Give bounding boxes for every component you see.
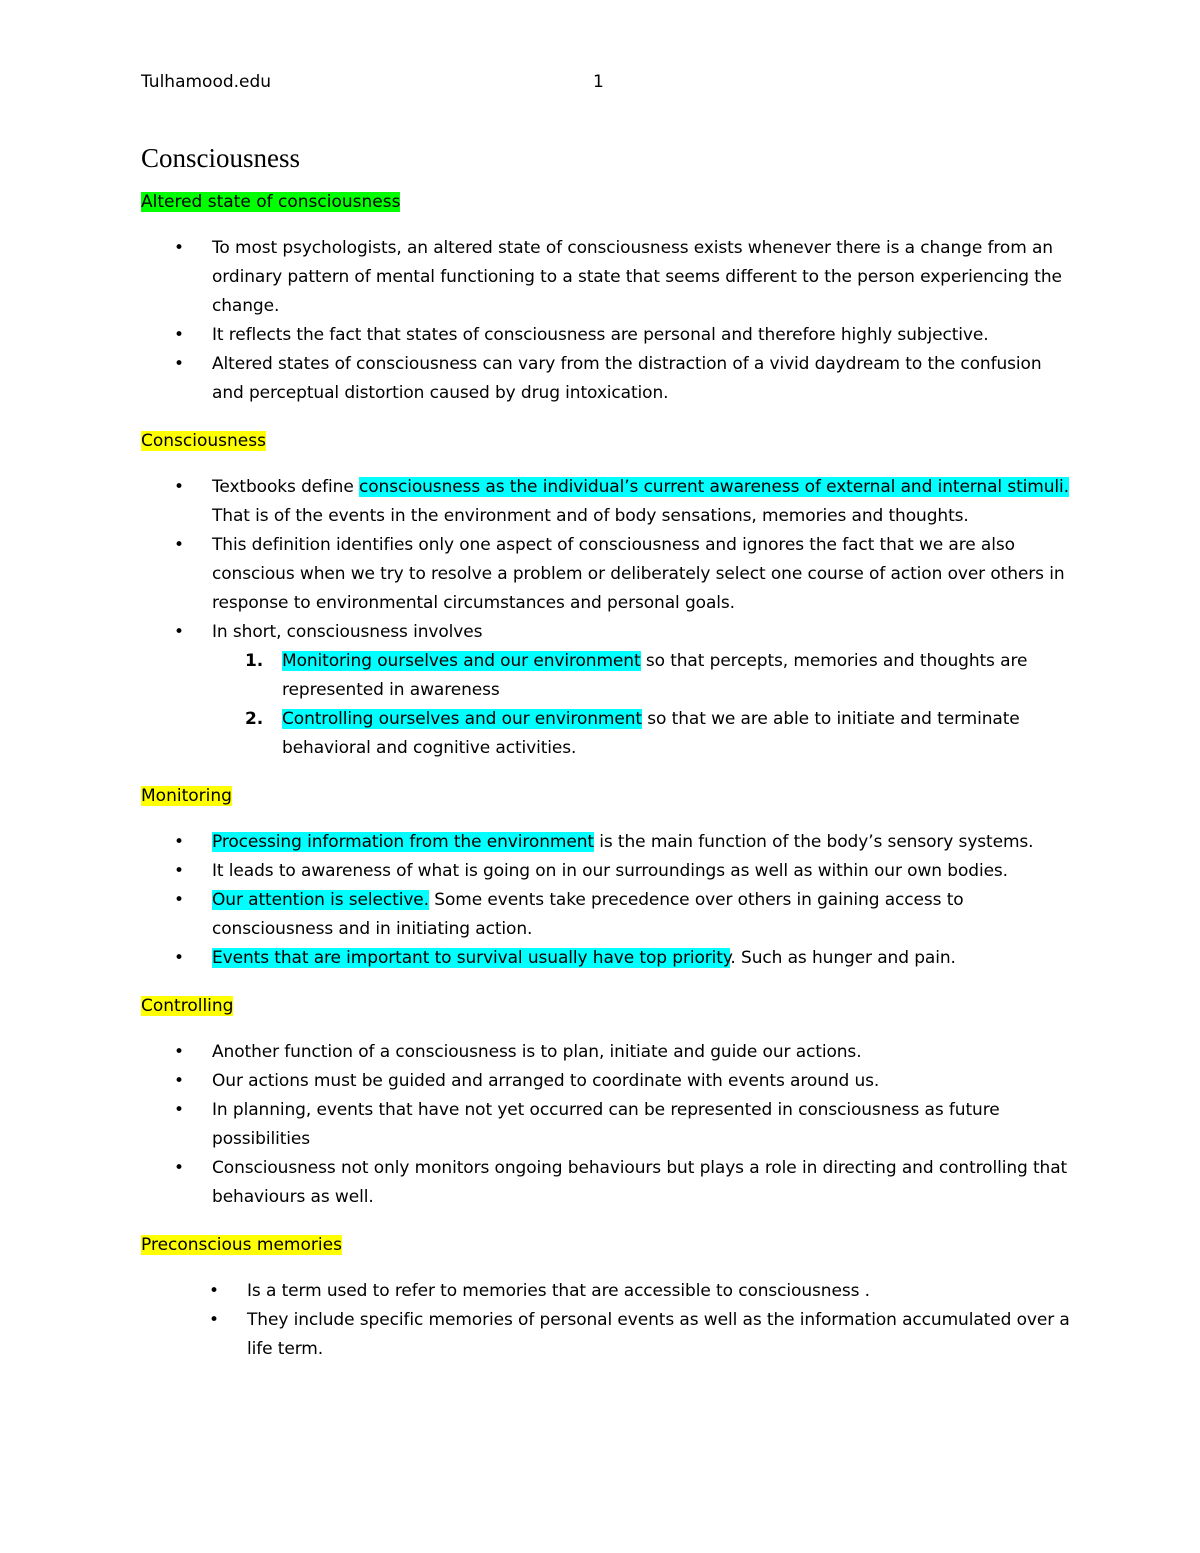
controlling-heading-text: Controlling [141, 996, 234, 1016]
list-item [212, 234, 1071, 321]
bullet-text: Is a term used to refer to memories that are accessible to consciousness . [247, 1281, 870, 1301]
list-item [247, 1277, 1071, 1306]
bullet-text: Our actions must be guided and arranged to coordinate with events around us. [212, 1071, 880, 1091]
list-item [212, 321, 1071, 350]
list-item [212, 886, 1071, 944]
document-body [141, 140, 1071, 1385]
bullet-text: That is of the events in the environment and of body sensations, memories and thoughts. [212, 506, 969, 526]
bullet-text: To most psychologists, an altered state of consciousness exists whenever there is a change from an ordinary pattern of mental functioning to a state that seems different to the person experiencing the change. [212, 238, 1062, 316]
monitoring-bullet-list [141, 828, 1071, 973]
list-item [247, 1306, 1071, 1364]
consciousness-heading-text: Consciousness [141, 431, 266, 451]
item-number: 2. [245, 709, 264, 729]
highlighted-text: Controlling ourselves and our environment [282, 709, 642, 729]
section-heading-altered [141, 190, 1071, 215]
controlling-bullet-list [141, 1038, 1071, 1212]
highlighted-text: Monitoring ourselves and our environment [282, 651, 641, 671]
bullet-text: . Such as hunger and pain. [730, 948, 956, 968]
bullet-text: In short, consciousness involves [212, 622, 483, 642]
highlighted-text: consciousness as the individual’s current awareness of external and internal stimuli. [358, 477, 1069, 497]
bullet-text: Another function of a consciousness is to plan, initiate and guide our actions. [212, 1042, 862, 1062]
bullet-text: They include specific memories of personal events as well as the information accumulated over a life term. [247, 1310, 1070, 1359]
highlighted-text: Events that are important to survival usually have top priority [212, 948, 731, 968]
bullet-text: Textbooks define [212, 477, 359, 497]
page-number: 1 [593, 72, 604, 92]
numbered-list [212, 647, 1071, 763]
section-heading-monitoring [141, 784, 1071, 809]
bullet-text: In planning, events that have not yet occurred can be represented in consciousness as future possibilities [212, 1100, 1000, 1149]
page-header [141, 72, 1060, 100]
altered-bullet-list [141, 234, 1071, 408]
list-item [212, 857, 1071, 886]
preconscious-heading-text: Preconscious memories [141, 1235, 342, 1255]
list-item [212, 350, 1071, 408]
section-heading-preconscious [141, 1233, 1071, 1258]
section-heading-consciousness [141, 429, 1071, 454]
list-item [212, 1067, 1071, 1096]
list-item [212, 473, 1071, 531]
item-number: 1. [245, 651, 264, 671]
item-text: so that percepts, memories and thoughts are represented in awareness [282, 651, 1028, 700]
list-item [212, 1154, 1071, 1212]
list-item [212, 618, 1071, 763]
bullet-text: This definition identifies only one aspect of consciousness and ignores the fact that we are also conscious when we try to resolve a problem or deliberately select one course of action over others in response to environmental circumstances and personal goals. [212, 535, 1065, 613]
list-item [212, 1096, 1071, 1154]
highlighted-text: Our attention is selective. [212, 890, 429, 910]
header-site-name: Tulhamood.edu [141, 72, 272, 92]
altered-heading-text: Altered state of consciousness [141, 192, 401, 212]
list-item [212, 828, 1071, 857]
bullet-text: Consciousness not only monitors ongoing behaviours but plays a role in directing and controlling that behaviours as well. [212, 1158, 1068, 1207]
bullet-text: is the main function of the body’s sensory systems. [593, 832, 1034, 852]
monitoring-heading-text: Monitoring [141, 786, 232, 806]
numbered-item [245, 647, 1071, 705]
document-title: Consciousness [141, 143, 301, 173]
list-item [212, 531, 1071, 618]
list-item [212, 944, 1071, 973]
consciousness-bullet-list [141, 473, 1071, 763]
bullet-text: Some events take precedence over others in gaining access to consciousness and in initiating action. [212, 890, 964, 939]
item-text: so that we are able to initiate and terminate behavioral and cognitive activities. [282, 709, 1020, 758]
section-heading-controlling [141, 994, 1071, 1019]
bullet-text: It reflects the fact that states of consciousness are personal and therefore highly subjective. [212, 325, 989, 345]
numbered-item [245, 705, 1071, 763]
list-item [212, 1038, 1071, 1067]
bullet-text: It leads to awareness of what is going on in our surroundings as well as within our own bodies. [212, 861, 1008, 881]
bullet-text: Altered states of consciousness can vary from the distraction of a vivid daydream to the confusion and perceptual distortion caused by drug intoxication. [212, 354, 1042, 403]
preconscious-bullet-list [141, 1277, 1071, 1364]
highlighted-text: Processing information from the environment [212, 832, 594, 852]
